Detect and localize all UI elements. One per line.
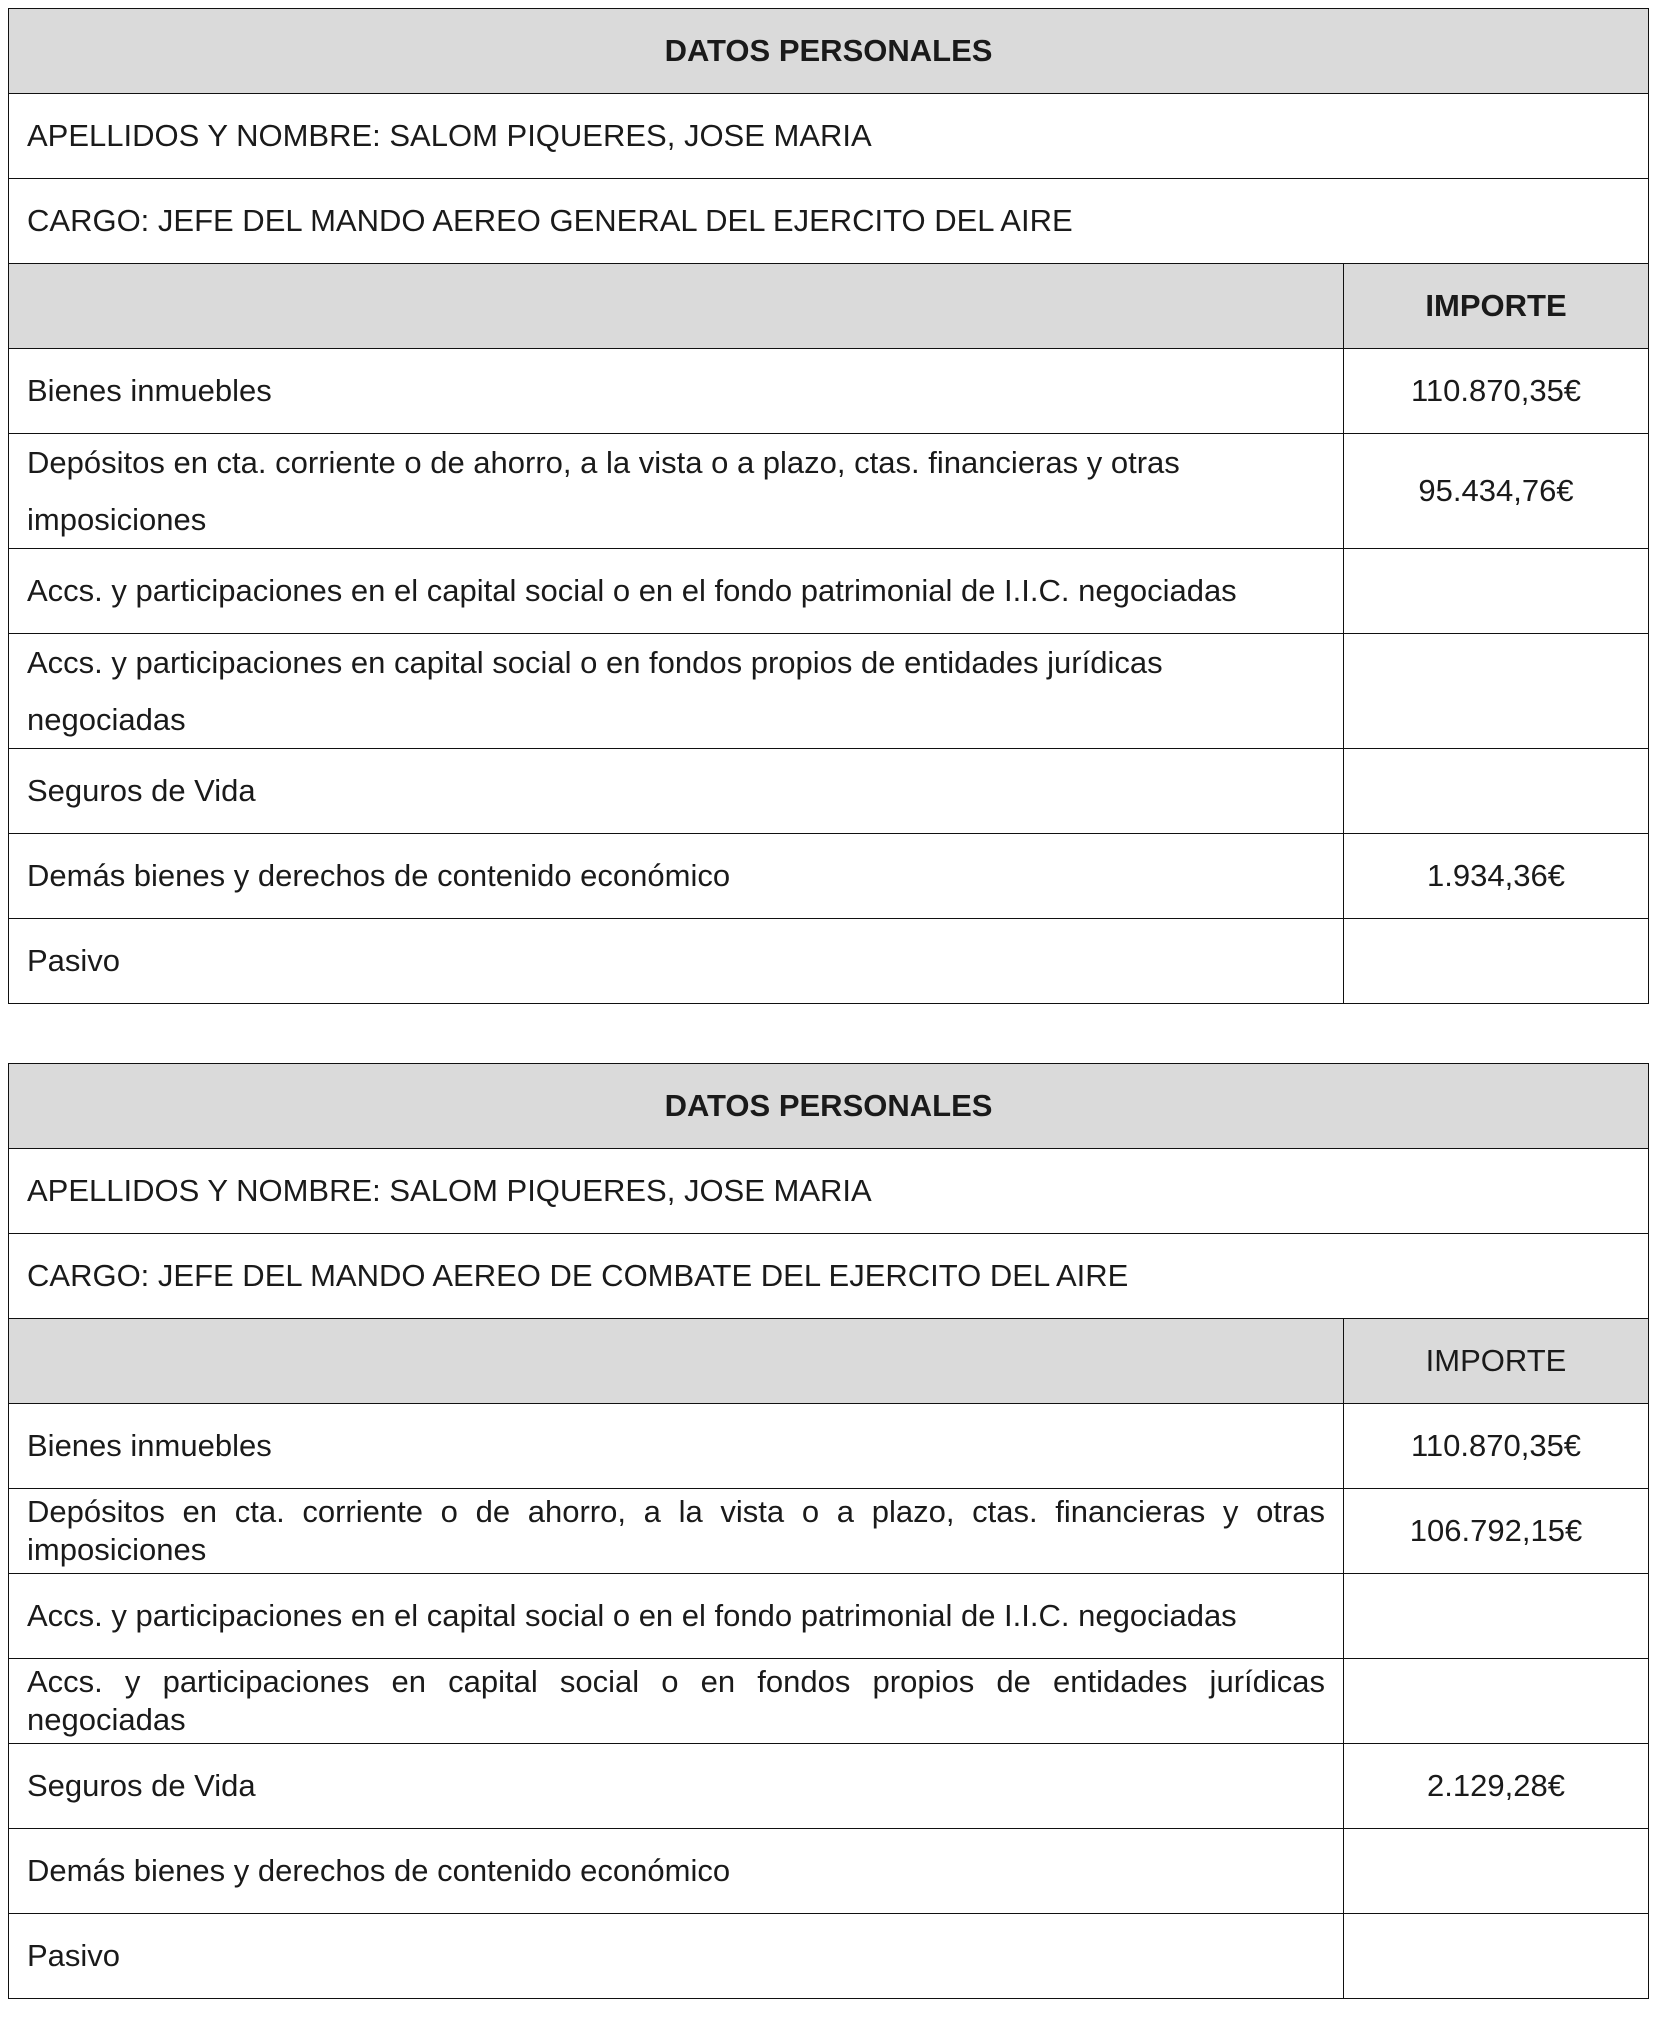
cargo-row (9, 179, 1649, 264)
row-label: Pasivo (9, 919, 1344, 1004)
section-title: DATOS PERSONALES (9, 1064, 1649, 1149)
row-label: Depósitos en cta. corriente o de ahorro, a la vista o a plazo, ctas. financieras y otras imposiciones (9, 1489, 1344, 1574)
row-label: Pasivo (9, 1914, 1344, 1999)
concept-column-header (9, 1319, 1344, 1404)
table-row (9, 549, 1649, 634)
row-label: Demás bienes y derechos de contenido económico (9, 1829, 1344, 1914)
importe-column-header: IMPORTE (1344, 1319, 1649, 1404)
row-value: 106.792,15€ (1344, 1489, 1649, 1574)
row-value (1344, 1574, 1649, 1659)
table-row (9, 1659, 1649, 1744)
table-row (9, 349, 1649, 434)
name-row (9, 94, 1649, 179)
table-row (9, 919, 1649, 1004)
row-label: Accs. y participaciones en capital social o en fondos propios de entidades jurídicas negociadas (9, 1659, 1344, 1744)
row-label: Accs. y participaciones en el capital social o en el fondo patrimonial de I.I.C. negociadas (9, 549, 1344, 634)
table-row (9, 1829, 1649, 1914)
row-value (1344, 749, 1649, 834)
cargo-field: CARGO: JEFE DEL MANDO AEREO DE COMBATE DEL EJERCITO DEL AIRE (9, 1234, 1649, 1319)
row-value (1344, 1914, 1649, 1999)
table-row (9, 1574, 1649, 1659)
row-label: Bienes inmuebles (9, 349, 1344, 434)
row-value: 110.870,35€ (1344, 1404, 1649, 1489)
asset-declaration-table (8, 8, 1649, 1004)
table-row (9, 1914, 1649, 1999)
table-row (9, 634, 1649, 749)
table-row (9, 1404, 1649, 1489)
table-row (9, 1489, 1649, 1574)
cargo-row (9, 1234, 1649, 1319)
header-row (9, 9, 1649, 94)
table-row (9, 834, 1649, 919)
row-value (1344, 919, 1649, 1004)
concept-column-header (9, 264, 1344, 349)
name-field: APELLIDOS Y NOMBRE: SALOM PIQUERES, JOSE MARIA (9, 1149, 1649, 1234)
row-value (1344, 549, 1649, 634)
row-label: Depósitos en cta. corriente o de ahorro, a la vista o a plazo, ctas. financieras y otras imposiciones (9, 434, 1344, 549)
name-field: APELLIDOS Y NOMBRE: SALOM PIQUERES, JOSE MARIA (9, 94, 1649, 179)
importe-column-header: IMPORTE (1344, 264, 1649, 349)
row-value: 1.934,36€ (1344, 834, 1649, 919)
table-row (9, 434, 1649, 549)
column-header-row (9, 1319, 1649, 1404)
name-row (9, 1149, 1649, 1234)
table-row (9, 1744, 1649, 1829)
cargo-field: CARGO: JEFE DEL MANDO AEREO GENERAL DEL EJERCITO DEL AIRE (9, 179, 1649, 264)
asset-declaration-table (8, 1063, 1649, 1999)
row-label: Bienes inmuebles (9, 1404, 1344, 1489)
header-row (9, 1064, 1649, 1149)
row-value: 95.434,76€ (1344, 434, 1649, 549)
row-label: Accs. y participaciones en el capital social o en el fondo patrimonial de I.I.C. negociadas (9, 1574, 1344, 1659)
row-label: Seguros de Vida (9, 1744, 1344, 1829)
row-value (1344, 1659, 1649, 1744)
table-row (9, 749, 1649, 834)
row-value: 110.870,35€ (1344, 349, 1649, 434)
row-label: Seguros de Vida (9, 749, 1344, 834)
row-label: Demás bienes y derechos de contenido económico (9, 834, 1344, 919)
column-header-row (9, 264, 1649, 349)
section-title: DATOS PERSONALES (9, 9, 1649, 94)
row-label: Accs. y participaciones en capital social o en fondos propios de entidades jurídicas negociadas (9, 634, 1344, 749)
row-value: 2.129,28€ (1344, 1744, 1649, 1829)
row-value (1344, 634, 1649, 749)
row-value (1344, 1829, 1649, 1914)
